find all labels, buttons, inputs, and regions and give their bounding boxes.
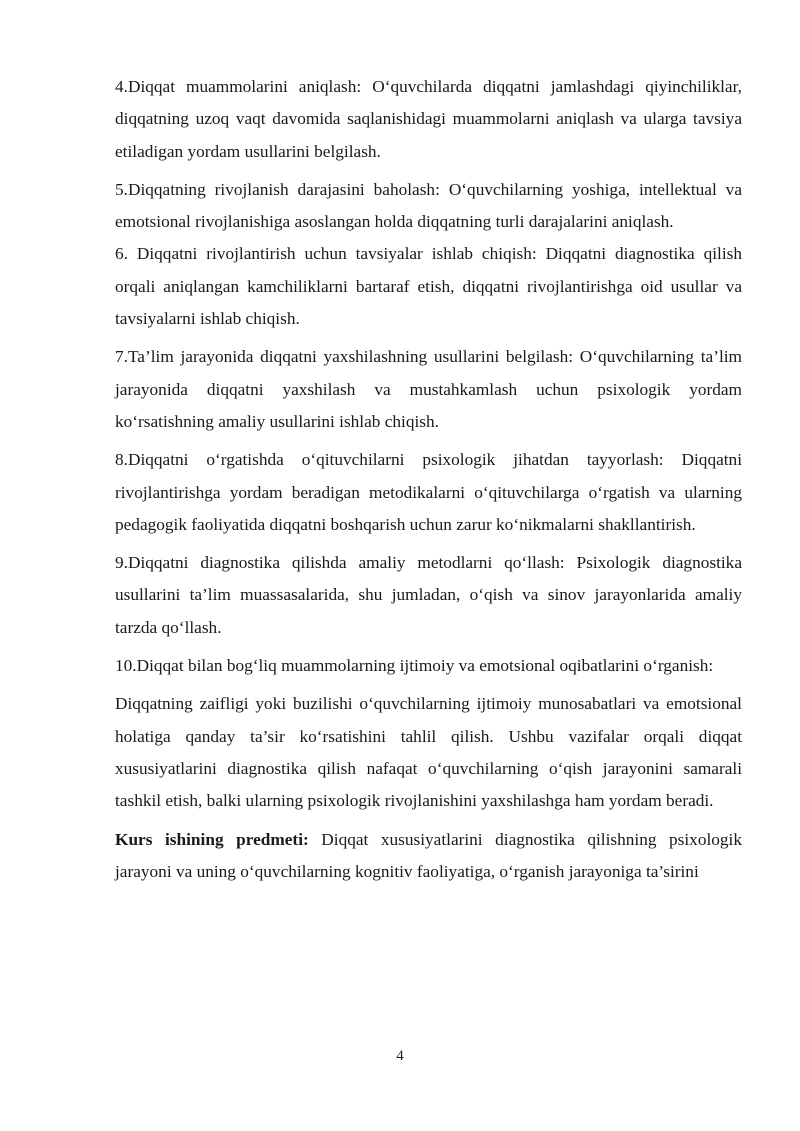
paragraph-task-9: 9.Diqqatni diagnostika qilishda amaliy metodlarni qo‘llash: Psixologik diagnostika usullarini ta’lim muassasalarida, shu jumladan, o‘qish va sinov jarayonlarida amaliy tarzda qo‘llash. <box>115 553 742 637</box>
paragraph-task-8: 8.Diqqatni o‘rgatishda o‘qituvchilarni psixologik jihatdan tayyorlash: Diqqatni rivojlantirishga yordam beradigan metodikalarni o‘qituvchilarga o‘rgatish va ularning pedagogik faoliyatida diqqatni boshqarish uchun zarur ko‘nikmalarni shakllantirish. <box>115 450 742 534</box>
paragraph-task-7: 7.Ta’lim jarayonida diqqatni yaxshilashning usullarini belgilash: O‘quvchilarning ta’lim jarayonida diqqatni yaxshilash va mustahkamlash uchun psixologik yordam ko‘rsatishning amaliy usullarini ishlab chiqish. <box>115 347 742 431</box>
paragraph-task-4: 4.Diqqat muammolarini aniqlash: O‘quvchilarda diqqatni jamlashdagi qiyinchiliklar, diqqatning uzoq vaqt davomida saqlanishidagi muammolarni aniqlash va ularga tavsiya etiladigan yordam usullarini belgilash. <box>115 77 742 161</box>
course-subject-label: Kurs ishining predmeti: <box>115 829 309 849</box>
course-subject-text: Diqqat xususiyatlarini diagnostika qilishning psixologik jarayoni va uning o‘quvchilarning kognitiv faoliyatiga, o‘rganish jarayoniga ta’sirini <box>115 829 742 881</box>
document-body <box>115 71 742 888</box>
paragraph-task-6: 6. Diqqatni rivojlantirish uchun tavsiyalar ishlab chiqish: Diqqatni diagnostika qilish orqali aniqlangan kamchiliklarni bartaraf etish, diqqatni rivojlantirishga oid usullar va tavsiyalarni ishlab chiqish. <box>115 244 742 329</box>
paragraph-task-10: 10.Diqqat bilan bog‘liq muammolarning ijtimoiy va emotsional oqibatlarini o‘rganish: <box>115 656 714 676</box>
paragraph-task-10-body: Diqqatning zaifligi yoki buzilishi o‘quvchilarning ijtimoiy munosabatlari va emotsional holatiga qanday ta’sir ko‘rsatishini tahlil qilish. Ushbu vazifalar orqali diqqat xususiyatlarini diagnostika qilish nafaqat o‘quvchilarning o‘qish jarayonini samarali tashkil etish, balki ularning psixologik rivojlanishini yaxshilashga ham yordam beradi. <box>115 694 742 811</box>
page-number: 4 <box>396 1048 404 1064</box>
paragraph-course-subject <box>115 824 742 889</box>
paragraph-task-5: 5.Diqqatning rivojlanish darajasini baholash: O‘quvchilarning yoshiga, intellektual va emotsional rivojlanishiga asoslangan holda diqqatning turli darajalarini aniqlash. <box>115 179 742 232</box>
